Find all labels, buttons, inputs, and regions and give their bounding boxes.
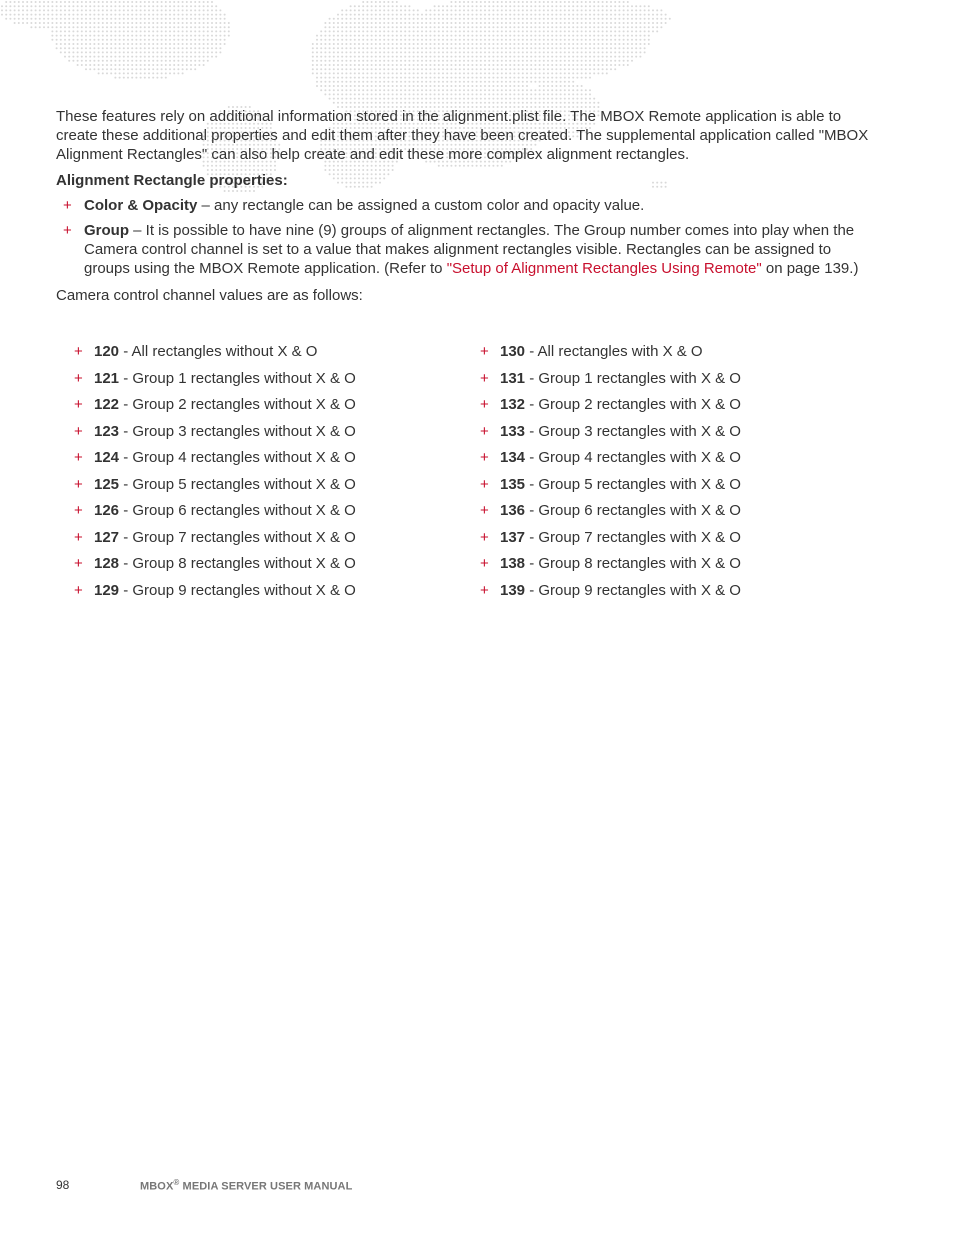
channel-code: 126	[94, 502, 120, 519]
plus-bullet-icon: +	[63, 197, 72, 214]
channel-label: - Group 6 rectangles without X & O	[119, 502, 356, 519]
channel-code: 135	[500, 475, 526, 493]
channel-label: - Group 8 rectangles without X & O	[119, 555, 356, 572]
channel-code: 139	[500, 581, 526, 599]
channel-item	[74, 554, 356, 581]
channel-item	[74, 448, 356, 475]
page-number: 98	[56, 1178, 70, 1192]
channel-item	[480, 501, 741, 528]
channels-intro: Camera control channel values are as follows:	[56, 287, 363, 304]
channel-item	[74, 342, 356, 369]
channel-code: 123	[94, 422, 120, 440]
channel-code: 127	[94, 528, 120, 546]
channel-item	[480, 422, 741, 449]
channel-item	[480, 475, 741, 502]
channel-code: 136	[500, 502, 526, 519]
plus-bullet-icon: +	[480, 502, 489, 519]
channel-label: - Group 9 rectangles with X & O	[525, 581, 741, 599]
channel-item	[480, 554, 741, 581]
channel-label: - Group 7 rectangles without X & O	[119, 528, 356, 546]
plus-bullet-icon: +	[74, 475, 83, 493]
property-text-after: on page 139.)	[761, 260, 859, 277]
channel-item	[480, 395, 741, 422]
channel-label: - All rectangles without X & O	[119, 343, 318, 360]
plus-bullet-icon: +	[480, 343, 489, 360]
channel-label: - Group 4 rectangles with X & O	[525, 449, 741, 466]
channels-without-xo-list	[74, 342, 356, 607]
channel-label: - Group 1 rectangles without X & O	[119, 369, 356, 387]
channel-code: 131	[500, 369, 526, 387]
cross-reference-link[interactable]: "Setup of Alignment Rectangles Using Remote"	[446, 260, 762, 277]
channel-code: 137	[500, 528, 526, 546]
channel-label: - Group 3 rectangles without X & O	[119, 422, 356, 440]
channel-item	[74, 528, 356, 555]
channel-label: - All rectangles with X & O	[525, 343, 703, 360]
channel-code: 121	[94, 369, 120, 387]
plus-bullet-icon: +	[74, 581, 83, 599]
plus-bullet-icon: +	[74, 343, 83, 360]
channel-item	[480, 448, 741, 475]
channel-code: 132	[500, 396, 526, 413]
channel-label: - Group 4 rectangles without X & O	[119, 449, 356, 466]
channel-code: 120	[94, 343, 120, 360]
brand-name: MBOX	[140, 1180, 174, 1193]
channel-code: 128	[94, 555, 120, 572]
registered-mark: ®	[173, 1178, 180, 1187]
channel-code: 125	[94, 475, 120, 493]
plus-bullet-icon: +	[63, 222, 72, 239]
property-text: – any rectangle can be assigned a custom color and opacity value.	[197, 197, 645, 214]
channel-item	[74, 369, 356, 396]
channel-code: 130	[500, 343, 526, 360]
property-item-group	[56, 221, 876, 278]
channel-label: - Group 9 rectangles without X & O	[119, 581, 356, 599]
channel-item	[74, 581, 356, 608]
channel-label: - Group 2 rectangles without X & O	[119, 396, 356, 413]
plus-bullet-icon: +	[74, 396, 83, 413]
plus-bullet-icon: +	[74, 555, 83, 572]
body-content	[56, 107, 876, 305]
property-lead: Color & Opacity	[84, 197, 198, 214]
plus-bullet-icon: +	[74, 449, 83, 466]
channel-code: 129	[94, 581, 120, 599]
plus-bullet-icon: +	[74, 422, 83, 440]
intro-paragraph: These features rely on additional information stored in the alignment.plist file. The MBOX Remote application is able to create these additional properties and edit them after they have been created. The supplemental application called "MBOX Alignment Rectangles" can also help create and edit these more complex alignment rectangles.	[56, 108, 869, 163]
plus-bullet-icon: +	[74, 369, 83, 387]
channel-label: - Group 7 rectangles with X & O	[525, 528, 741, 546]
channel-code: 124	[94, 449, 120, 466]
channel-code: 122	[94, 396, 120, 413]
channel-code: 133	[500, 422, 526, 440]
channel-label: - Group 1 rectangles with X & O	[525, 369, 741, 387]
plus-bullet-icon: +	[480, 396, 489, 413]
properties-list	[56, 196, 876, 278]
channel-item	[74, 395, 356, 422]
plus-bullet-icon: +	[480, 581, 489, 599]
channel-item	[480, 369, 741, 396]
channel-item	[74, 501, 356, 528]
channels-with-xo-list	[480, 342, 741, 607]
channel-label: - Group 8 rectangles with X & O	[525, 555, 741, 572]
plus-bullet-icon: +	[480, 528, 489, 546]
plus-bullet-icon: +	[480, 555, 489, 572]
manual-title	[140, 1178, 352, 1193]
manual-title-text: MEDIA SERVER USER MANUAL	[179, 1180, 353, 1193]
property-lead: Group	[84, 222, 129, 239]
plus-bullet-icon: +	[480, 449, 489, 466]
channel-label: - Group 5 rectangles with X & O	[525, 475, 741, 493]
plus-bullet-icon: +	[480, 369, 489, 387]
plus-bullet-icon: +	[74, 502, 83, 519]
channel-code: 138	[500, 555, 526, 572]
plus-bullet-icon: +	[480, 475, 489, 493]
property-item-color-opacity	[56, 196, 876, 215]
channel-item	[74, 422, 356, 449]
channel-label: - Group 3 rectangles with X & O	[525, 422, 741, 440]
channel-item	[74, 475, 356, 502]
channel-item	[480, 342, 741, 369]
channel-code: 134	[500, 449, 526, 466]
property-text: – It is possible to have nine (9) groups of alignment rectangles. The Group number comes into play when the Camera control channel is set to a value that makes alignment rectangles visible. Rectangles can be assigned to groups using the MBOX Remote application. (Refer to	[84, 222, 855, 277]
channel-item	[480, 581, 741, 608]
channel-label: - Group 5 rectangles without X & O	[119, 475, 356, 493]
plus-bullet-icon: +	[480, 422, 489, 440]
properties-heading: Alignment Rectangle properties:	[56, 172, 288, 189]
channel-label: - Group 6 rectangles with X & O	[525, 502, 741, 519]
channel-label: - Group 2 rectangles with X & O	[525, 396, 741, 413]
channel-item	[480, 528, 741, 555]
plus-bullet-icon: +	[74, 528, 83, 546]
